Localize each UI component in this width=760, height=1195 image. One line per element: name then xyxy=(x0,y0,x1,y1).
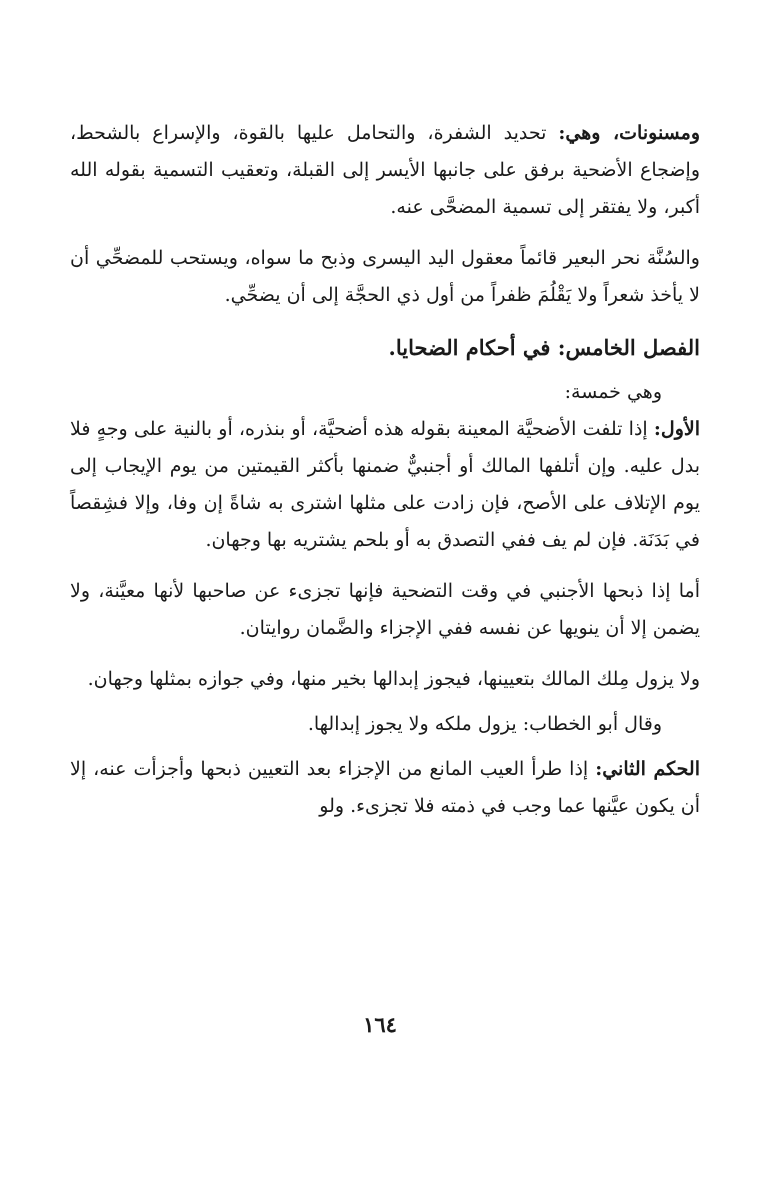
ruling-text: إذا طرأ العيب المانع من الإجزاء بعد التعيين ذبحها وأجزأت عنه، إلا أن يكون عيَّنها عما وجب في ذمته فلا تجزىء. ولو xyxy=(70,758,700,817)
ruling-text: إذا تلفت الأضحيَّة المعينة بقوله هذه أضحيَّة، أو بنذره، أو بالنية على وجهٍ فلا بدل عليه. وإن أتلفها المالك أو أجنبيٌّ ضمنها بأكثر القيمتين من يوم الإيجاب إلى يوم الإتلاف على الأصح، فإن زادت على مثلها اشترى به شاةً إن وفا، وإلا فشِقصاً في بَدَنَة. فإن لم يف ففي التصدق به أو بلحم يشتريه بها وجهان. xyxy=(70,418,700,551)
ruling-lead: الأول: xyxy=(653,418,700,440)
paragraph-abu-khattab xyxy=(70,706,700,743)
ruling-lead: الحكم الثاني: xyxy=(595,758,700,780)
paragraph-lead: ومسنونات، وهي: xyxy=(558,122,700,144)
ruling-second xyxy=(70,751,700,825)
paragraph-foreign-slaughter xyxy=(70,573,700,647)
paragraph-sunnan xyxy=(70,115,700,226)
paragraph-text: تحديد الشفرة، والتحامل عليها بالقوة، والإسراع بالشحط، وإضجاع الأضحية برفق على جانبها الأيسر إلى القبلة، وتعقيب التسمية بقوله الله أكبر، ولا يفتقر إلى تسمية المضحَّى عنه. xyxy=(70,122,700,218)
paragraph-text: أما إذا ذبحها الأجنبي في وقت التضحية فإنها تجزىء عن صاحبها لأنها معيَّنة، ولا يضمن إلا أن ينويها عن نفسه ففي الإجزاء والضَّمان روايتان. xyxy=(70,580,700,639)
paragraph-ownership xyxy=(70,661,700,698)
document-body xyxy=(70,115,700,825)
ruling-first xyxy=(70,411,700,559)
chapter-title: الفصل الخامس: في أحكام الضحايا. xyxy=(388,335,700,360)
paragraph-text: والسُنَّة نحر البعير قائماً معقول اليد اليسرى وذبح ما سواه، ويستحب للمضحِّي أن لا يأخذ شعراً ولا يَقْلُمَ ظفراً من أول ذي الحجَّة إلى أن يضحِّي. xyxy=(70,247,700,306)
paragraph-text: ولا يزول مِلك المالك بتعيينها، فيجوز إبدالها بخير منها، وفي جوازه بمثلها وجهان. xyxy=(87,668,700,690)
page-number: ١٦٤ xyxy=(363,1012,397,1037)
paragraph-text: وقال أبو الخطاب: يزول ملكه ولا يجوز إبدالها. xyxy=(307,713,662,735)
chapter-intro: وهي خمسة: xyxy=(564,381,662,403)
paragraph-sunna-nahr xyxy=(70,240,700,314)
